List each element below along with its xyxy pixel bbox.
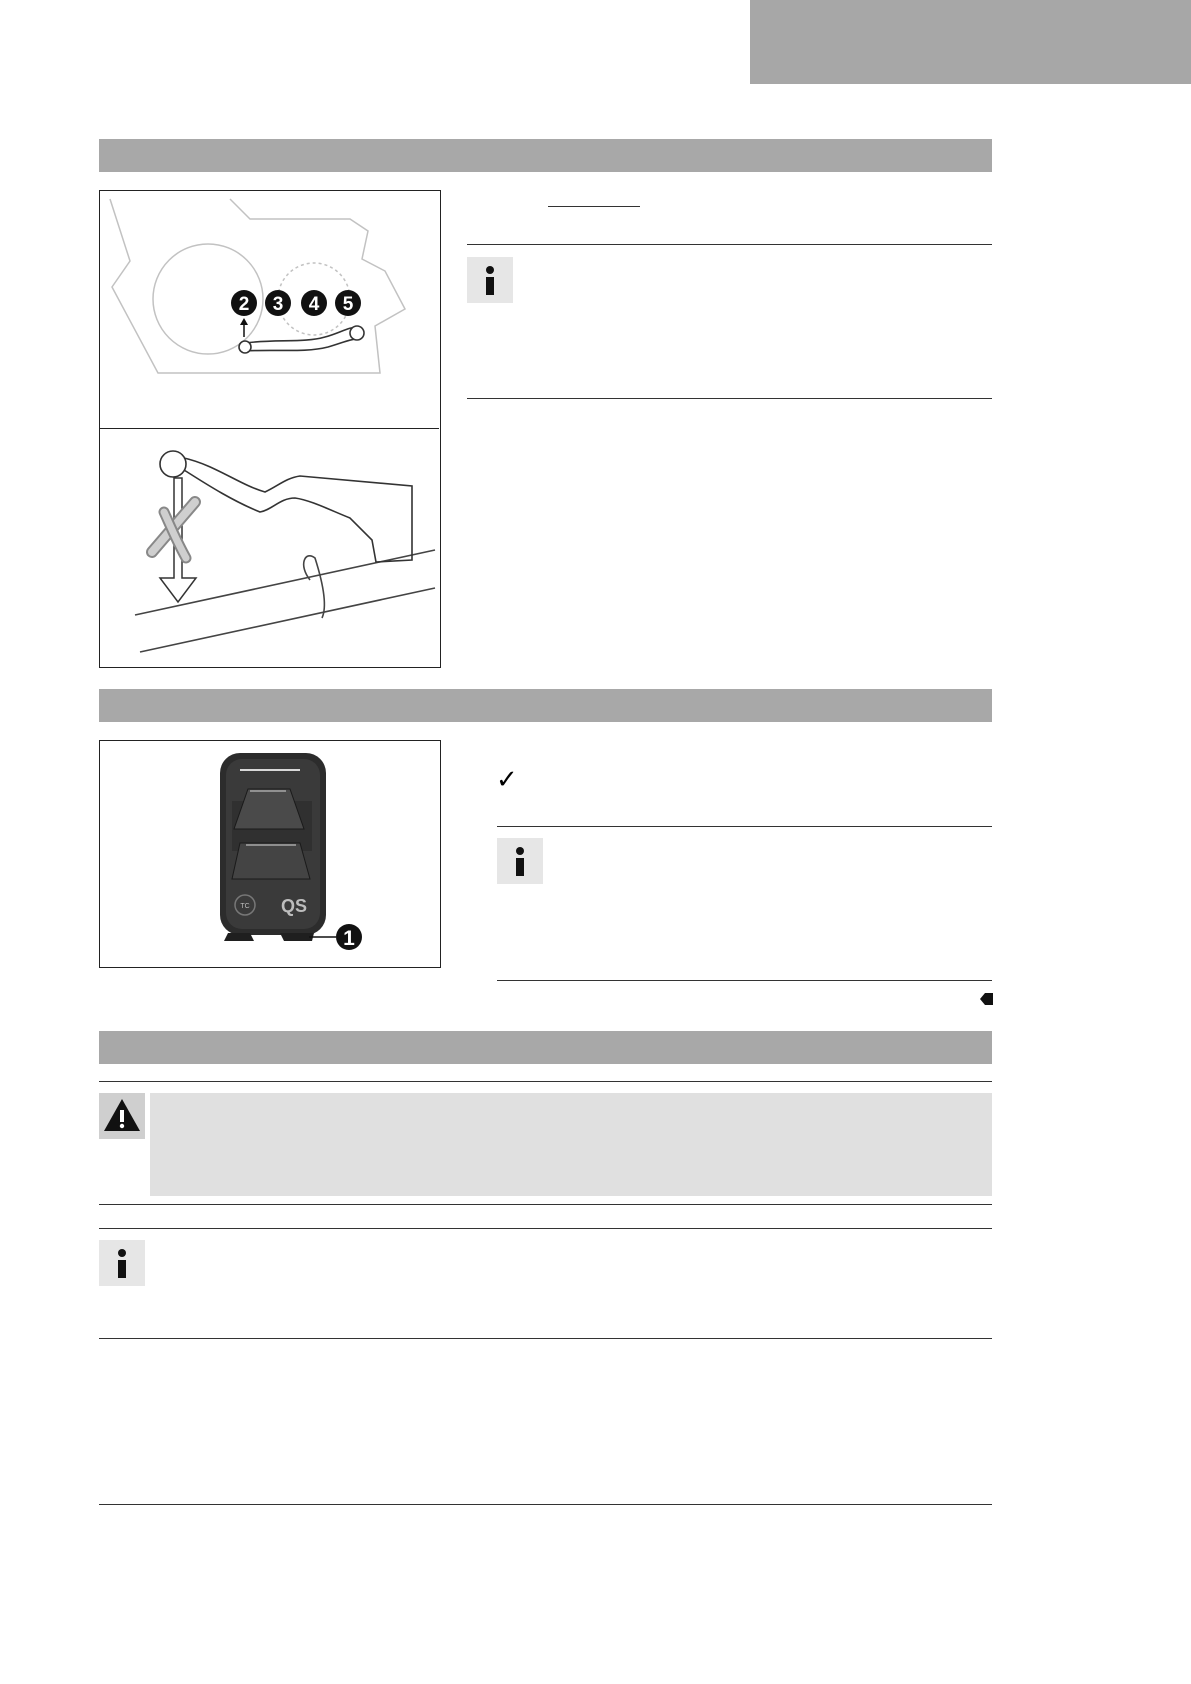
info-box-3-top-rule <box>99 1228 992 1229</box>
info-box-2-bottom-rule <box>497 980 992 981</box>
gear-number-3 <box>265 290 291 316</box>
svg-text:TC: TC <box>240 903 250 910</box>
svg-text:2: 2 <box>238 294 250 315</box>
info-box-top-rule <box>467 244 992 245</box>
info-glyph <box>467 257 513 303</box>
gear-shift-diagram <box>100 191 439 429</box>
check-icon: ✓ <box>496 765 518 795</box>
underline-link[interactable] <box>548 206 640 207</box>
gear-number-5 <box>335 290 361 316</box>
info-glyph <box>497 838 543 884</box>
shift-lever <box>239 326 364 353</box>
figure-divider <box>100 428 439 429</box>
info-icon-3 <box>99 1240 145 1286</box>
info-box-3-bottom-rule <box>99 1338 992 1339</box>
warning-icon-box <box>99 1093 145 1139</box>
warning-box-bottom-rule <box>99 1204 992 1205</box>
warning-box-top-rule <box>99 1081 992 1082</box>
up-arrow-icon <box>240 318 248 337</box>
svg-text:1: 1 <box>343 927 355 950</box>
info-glyph <box>99 1240 145 1286</box>
svg-text:4: 4 <box>308 294 320 315</box>
section-header-bar-2 <box>99 689 992 722</box>
clutch-lever-diagram <box>100 430 439 666</box>
section-header-bar-3 <box>99 1031 992 1064</box>
gear-number-4 <box>301 290 327 316</box>
warning-panel <box>150 1093 992 1196</box>
info-box-2-top-rule <box>497 826 992 827</box>
info-box-bottom-rule <box>467 398 992 399</box>
svg-text:3: 3 <box>272 294 284 315</box>
info-icon-2 <box>497 838 543 884</box>
callout-number-1 <box>336 924 362 950</box>
quickshifter-switch <box>100 741 439 966</box>
info-icon <box>467 257 513 303</box>
figure-panel-1 <box>99 190 441 668</box>
chapter-tab <box>750 0 1191 84</box>
warning-triangle-icon <box>99 1093 145 1139</box>
section-header-bar-1 <box>99 139 992 172</box>
figure-panel-2 <box>99 740 441 968</box>
svg-text:QS: QS <box>280 896 308 916</box>
svg-text:5: 5 <box>342 294 354 315</box>
switch-housing <box>220 753 326 941</box>
section-end-rule <box>99 1504 992 1505</box>
gear-number-2 <box>231 290 257 316</box>
end-marker-icon <box>980 992 993 1006</box>
